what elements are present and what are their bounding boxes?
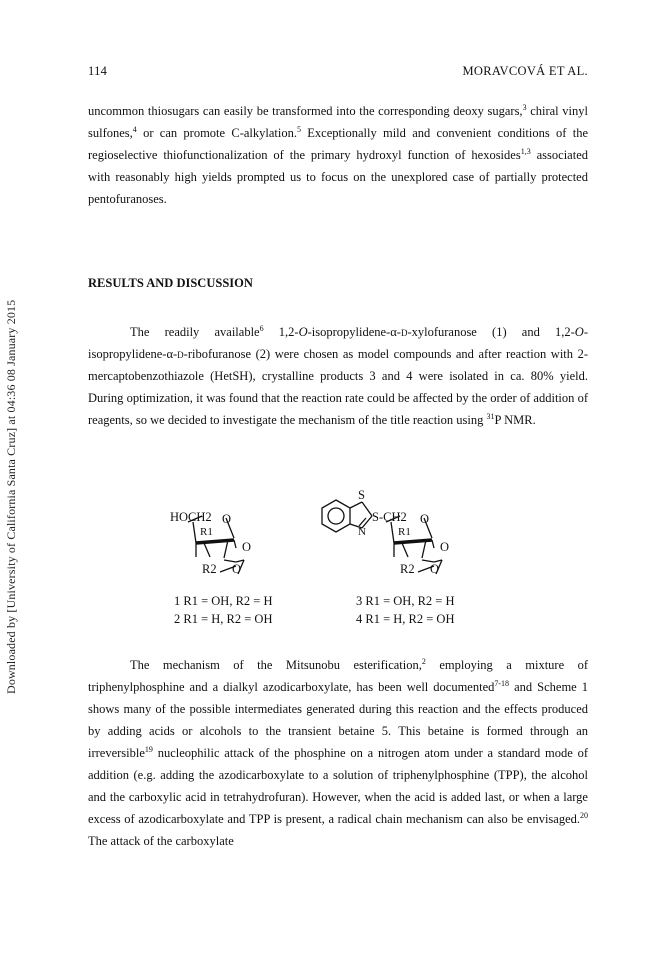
running-head: MORAVCOVÁ ET AL. <box>462 64 588 78</box>
text-run: employing a mixture of triphenylphosphine and a dialkyl azodicarboxylate, has been well documented <box>88 658 589 694</box>
text-run: chiral vinyl sulfones, <box>88 104 588 140</box>
text-run: associated with reasonably high yields prompted us to focus on the unexplored case of partially protected pentofuranoses. <box>88 148 588 206</box>
compound-4-label: 4 R1 = H, R2 = OH <box>356 612 455 626</box>
ring-oxygen-label: O <box>222 512 232 526</box>
text-run: -ribofuranose (2) were chosen as model compounds and after reaction with 2-mercaptobenzothiazole (HetSH), crystalline products 3 and 4 were isolated in ca. 80% yield. During optimization, it was found that the reaction rate could be affected by the order of addition of reagents, so we decided to investigate the mechanism of the title reaction using <box>88 347 588 427</box>
text-run: Exceptionally mild and convenient conditions of the regioselective thiofunctionalization of the primary hydroxyl function of hexosides <box>88 126 588 162</box>
sch2-label: S-CH2 <box>372 510 407 524</box>
text-run: 1,2- <box>263 325 299 339</box>
acetal-oxygen-label: O <box>242 540 252 554</box>
text-run: and Scheme 1 shows many of the possible intermediates generated during this reaction and the effects produced by adding acids or alcohols to the transient betaine 5. This betaine is formed through an irreversible <box>88 680 588 760</box>
nitrogen-label: N <box>358 526 366 538</box>
compound-3-label: 3 R1 = OH, R2 = H <box>356 594 455 608</box>
compound-2-label: 2 R1 = H, R2 = OH <box>174 612 273 626</box>
r1-label: R1 <box>200 526 213 538</box>
text-run: uncommon thiosugars can easily be transformed into the corresponding deoxy sugars, <box>88 104 523 118</box>
download-margin-note: Downloaded by [University of California Santa Cruz] at 04:36 08 January 2015 <box>4 299 18 694</box>
small-caps-text: d <box>177 347 184 361</box>
text-run: The attack of the carboxylate <box>88 834 234 848</box>
text-run: nucleophilic attack of the phosphine on a nitrogen atom under a standard mode of addition (e.g. adding the azodicarboxylate to a solution of triphenylphosphine (TPP), the alcohol and the carboxylic acid in tetrahydrofuran). However, when the acid is added last, or when a large excess of azodicarboxylate and TPP is present, a radical chain mechanism can also be envisaged. <box>88 746 588 826</box>
text-run: The readily available <box>130 325 260 339</box>
r2-label: R2 <box>400 562 415 576</box>
ring-oxygen-label: O <box>420 512 430 526</box>
ref-superscript: 6 <box>259 324 264 333</box>
ref-superscript: 31 <box>486 412 495 421</box>
text-run: -isopropylidene-α- <box>307 325 401 339</box>
ref-superscript: 7-18 <box>494 679 510 688</box>
r2-label: R2 <box>202 562 217 576</box>
ref-superscript: 2 <box>421 657 426 666</box>
sulfur-label: S <box>358 488 365 502</box>
acetal-oxygen-label: O <box>430 562 440 576</box>
text-run: -xylofuranose (1) and 1,2- <box>407 325 575 339</box>
ref-superscript: 5 <box>296 125 301 134</box>
results-paragraph <box>88 321 588 431</box>
ref-superscript: 20 <box>580 811 588 820</box>
section-heading: RESULTS AND DISCUSSION <box>88 276 253 290</box>
text-run: P NMR. <box>494 413 536 427</box>
ref-superscript: 19 <box>144 745 153 754</box>
structures-figure <box>140 482 540 642</box>
ref-superscript: 1,3 <box>520 147 531 156</box>
italic-text: O <box>574 325 584 339</box>
page-number: 114 <box>88 64 108 78</box>
ref-superscript: 3 <box>522 103 527 112</box>
hoch2-label: HOCH2 <box>170 510 212 524</box>
compound-1-label: 1 R1 = OH, R2 = H <box>174 594 273 608</box>
small-caps-text: d <box>400 325 408 339</box>
italic-text: O <box>298 325 308 339</box>
intro-paragraph <box>88 100 588 210</box>
mechanism-paragraph <box>88 654 588 852</box>
acetal-oxygen-label: O <box>440 540 450 554</box>
r1-label: R1 <box>398 526 411 538</box>
acetal-oxygen-label: O <box>232 562 242 576</box>
text-run: The mechanism of the Mitsunobu esterification, <box>130 658 422 672</box>
text-run: -isopropylidene-α- <box>88 325 588 361</box>
ref-superscript: 4 <box>132 125 137 134</box>
text-run: or can promote C-alkylation. <box>136 126 297 140</box>
